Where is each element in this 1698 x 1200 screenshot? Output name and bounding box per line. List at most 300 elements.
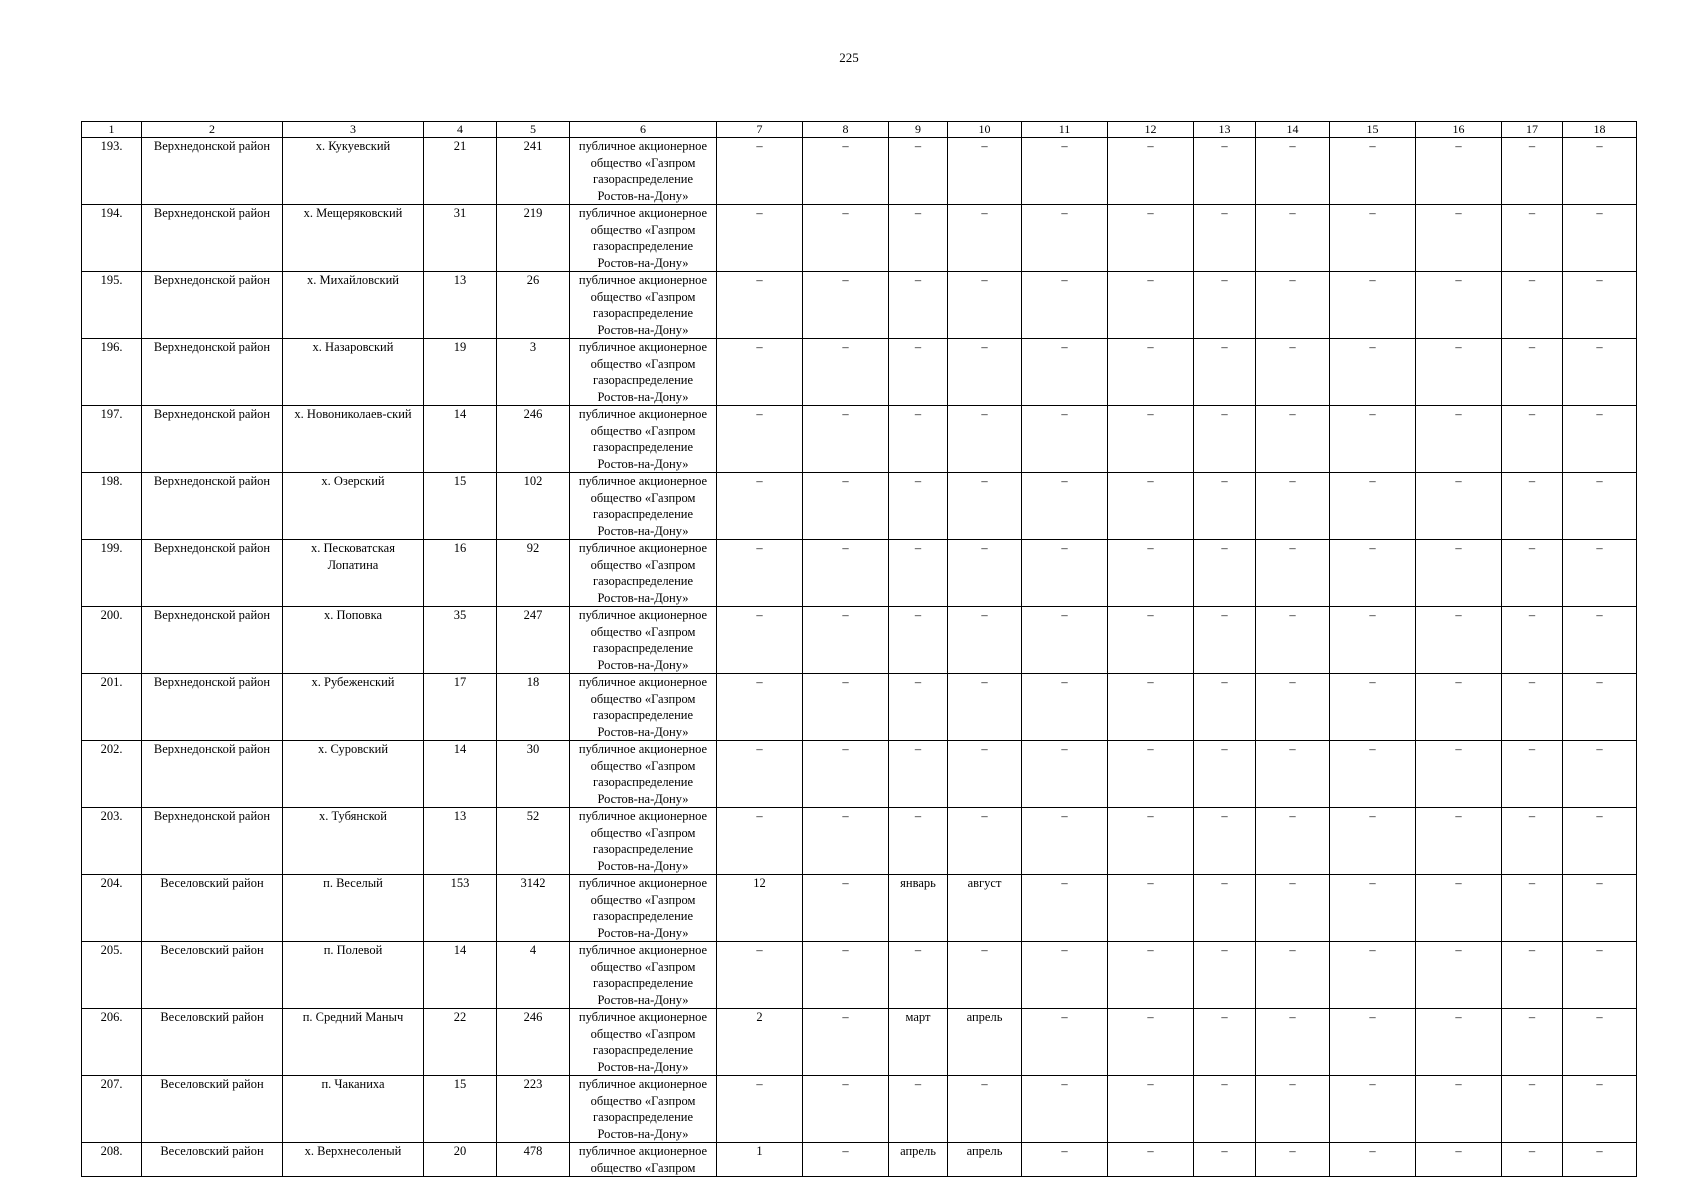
operator-cell: публичное акционерное общество «Газпром газораспределение Ростов-на-Дону»	[570, 808, 717, 875]
district-cell: Веселовский район	[142, 1076, 283, 1143]
col4-cell: 14	[424, 942, 497, 1009]
col11-cell: –	[1022, 808, 1108, 875]
district-cell: Веселовский район	[142, 1143, 283, 1177]
table-row	[82, 473, 1637, 540]
col18-cell: –	[1563, 138, 1637, 205]
district-cell: Верхнедонской район	[142, 272, 283, 339]
col10-cell: –	[948, 808, 1022, 875]
col13-cell: –	[1194, 1143, 1256, 1177]
col9-cell: –	[889, 1076, 948, 1143]
settlement-cell: х. Кукуевский	[283, 138, 424, 205]
col7-cell: –	[717, 607, 803, 674]
col4-cell: 13	[424, 272, 497, 339]
col18-cell: –	[1563, 406, 1637, 473]
table-row	[82, 674, 1637, 741]
column-header-4: 4	[424, 122, 497, 138]
column-header-2: 2	[142, 122, 283, 138]
col15-cell: –	[1330, 473, 1416, 540]
col18-cell: –	[1563, 339, 1637, 406]
col14-cell: –	[1256, 607, 1330, 674]
settlement-cell: х. Суровский	[283, 741, 424, 808]
column-header-15: 15	[1330, 122, 1416, 138]
col7-cell: –	[717, 205, 803, 272]
settlement-cell: х. Озерский	[283, 473, 424, 540]
district-cell: Верхнедонской район	[142, 741, 283, 808]
col14-cell: –	[1256, 473, 1330, 540]
district-cell: Верхнедонской район	[142, 339, 283, 406]
col8-cell: –	[803, 138, 889, 205]
col10-cell: –	[948, 138, 1022, 205]
operator-cell: публичное акционерное общество «Газпром газораспределение Ростов-на-Дону»	[570, 607, 717, 674]
col9-cell: апрель	[889, 1143, 948, 1177]
col17-cell: –	[1502, 808, 1563, 875]
table-row	[82, 1009, 1637, 1076]
operator-cell: публичное акционерное общество «Газпром газораспределение Ростов-на-Дону»	[570, 205, 717, 272]
col12-cell: –	[1108, 1076, 1194, 1143]
col11-cell: –	[1022, 406, 1108, 473]
operator-cell: публичное акционерное общество «Газпром газораспределение Ростов-на-Дону»	[570, 741, 717, 808]
operator-cell: публичное акционерное общество «Газпром газораспределение Ростов-на-Дону»	[570, 406, 717, 473]
col5-cell: 3	[497, 339, 570, 406]
col8-cell: –	[803, 473, 889, 540]
col17-cell: –	[1502, 942, 1563, 1009]
table-row	[82, 875, 1637, 942]
row-number: 202.	[82, 741, 142, 808]
col16-cell: –	[1416, 741, 1502, 808]
table-row	[82, 808, 1637, 875]
col17-cell: –	[1502, 674, 1563, 741]
col8-cell: –	[803, 1076, 889, 1143]
row-number: 193.	[82, 138, 142, 205]
col17-cell: –	[1502, 1009, 1563, 1076]
row-number: 200.	[82, 607, 142, 674]
operator-cell: публичное акционерное общество «Газпром газораспределение Ростов-на-Дону»	[570, 1009, 717, 1076]
col10-cell: апрель	[948, 1143, 1022, 1177]
header-row	[82, 122, 1637, 138]
col13-cell: –	[1194, 741, 1256, 808]
settlement-cell: х. Поповка	[283, 607, 424, 674]
operator-cell: публичное акционерное общество «Газпром газораспределение Ростов-на-Дону»	[570, 272, 717, 339]
col18-cell: –	[1563, 741, 1637, 808]
col5-cell: 52	[497, 808, 570, 875]
col4-cell: 15	[424, 1076, 497, 1143]
col17-cell: –	[1502, 138, 1563, 205]
col15-cell: –	[1330, 272, 1416, 339]
col9-cell: –	[889, 741, 948, 808]
col17-cell: –	[1502, 272, 1563, 339]
col11-cell: –	[1022, 540, 1108, 607]
district-cell: Верхнедонской район	[142, 540, 283, 607]
col14-cell: –	[1256, 875, 1330, 942]
col15-cell: –	[1330, 942, 1416, 1009]
col5-cell: 246	[497, 406, 570, 473]
col5-cell: 18	[497, 674, 570, 741]
col16-cell: –	[1416, 808, 1502, 875]
column-header-7: 7	[717, 122, 803, 138]
settlement-cell: х. Михайловский	[283, 272, 424, 339]
col16-cell: –	[1416, 674, 1502, 741]
col7-cell: –	[717, 339, 803, 406]
row-number: 206.	[82, 1009, 142, 1076]
col13-cell: –	[1194, 272, 1256, 339]
col11-cell: –	[1022, 1009, 1108, 1076]
col7-cell: 2	[717, 1009, 803, 1076]
col5-cell: 30	[497, 741, 570, 808]
col16-cell: –	[1416, 607, 1502, 674]
row-number: 203.	[82, 808, 142, 875]
settlement-cell: п. Средний Маныч	[283, 1009, 424, 1076]
col8-cell: –	[803, 1143, 889, 1177]
col10-cell: –	[948, 473, 1022, 540]
col10-cell: –	[948, 741, 1022, 808]
col14-cell: –	[1256, 205, 1330, 272]
col14-cell: –	[1256, 942, 1330, 1009]
col5-cell: 219	[497, 205, 570, 272]
register-table	[81, 121, 1637, 1177]
col8-cell: –	[803, 406, 889, 473]
col11-cell: –	[1022, 272, 1108, 339]
col10-cell: –	[948, 339, 1022, 406]
col18-cell: –	[1563, 272, 1637, 339]
table-header	[82, 122, 1637, 138]
col12-cell: –	[1108, 406, 1194, 473]
col8-cell: –	[803, 607, 889, 674]
district-cell: Верхнедонской район	[142, 473, 283, 540]
column-header-10: 10	[948, 122, 1022, 138]
column-header-9: 9	[889, 122, 948, 138]
col11-cell: –	[1022, 942, 1108, 1009]
col4-cell: 21	[424, 138, 497, 205]
col11-cell: –	[1022, 138, 1108, 205]
column-header-6: 6	[570, 122, 717, 138]
col12-cell: –	[1108, 674, 1194, 741]
table-row	[82, 339, 1637, 406]
col5-cell: 241	[497, 138, 570, 205]
col4-cell: 153	[424, 875, 497, 942]
row-number: 195.	[82, 272, 142, 339]
row-number: 198.	[82, 473, 142, 540]
operator-cell: публичное акционерное общество «Газпром газораспределение Ростов-на-Дону»	[570, 339, 717, 406]
col7-cell: –	[717, 540, 803, 607]
district-cell: Верхнедонской район	[142, 138, 283, 205]
col4-cell: 14	[424, 741, 497, 808]
col5-cell: 102	[497, 473, 570, 540]
col8-cell: –	[803, 205, 889, 272]
col15-cell: –	[1330, 1009, 1416, 1076]
col10-cell: –	[948, 942, 1022, 1009]
operator-cell: публичное акционерное общество «Газпром газораспределение Ростов-на-Дону»	[570, 473, 717, 540]
col14-cell: –	[1256, 674, 1330, 741]
col4-cell: 14	[424, 406, 497, 473]
table-row	[82, 1143, 1637, 1177]
col10-cell: –	[948, 272, 1022, 339]
col7-cell: 12	[717, 875, 803, 942]
col11-cell: –	[1022, 607, 1108, 674]
col5-cell: 223	[497, 1076, 570, 1143]
operator-cell: публичное акционерное общество «Газпром газораспределение Ростов-на-Дону»	[570, 1076, 717, 1143]
col7-cell: –	[717, 741, 803, 808]
col15-cell: –	[1330, 607, 1416, 674]
col12-cell: –	[1108, 808, 1194, 875]
col4-cell: 13	[424, 808, 497, 875]
col14-cell: –	[1256, 741, 1330, 808]
table-row	[82, 741, 1637, 808]
col17-cell: –	[1502, 607, 1563, 674]
col13-cell: –	[1194, 1009, 1256, 1076]
col10-cell: –	[948, 406, 1022, 473]
district-cell: Веселовский район	[142, 942, 283, 1009]
col17-cell: –	[1502, 339, 1563, 406]
col16-cell: –	[1416, 1143, 1502, 1177]
col15-cell: –	[1330, 1143, 1416, 1177]
col14-cell: –	[1256, 540, 1330, 607]
col16-cell: –	[1416, 272, 1502, 339]
settlement-cell: х. Мещеряковский	[283, 205, 424, 272]
col17-cell: –	[1502, 205, 1563, 272]
operator-cell: публичное акционерное общество «Газпром	[570, 1143, 717, 1177]
col8-cell: –	[803, 674, 889, 741]
col10-cell: апрель	[948, 1009, 1022, 1076]
col15-cell: –	[1330, 540, 1416, 607]
col17-cell: –	[1502, 406, 1563, 473]
col16-cell: –	[1416, 473, 1502, 540]
col12-cell: –	[1108, 1143, 1194, 1177]
settlement-cell: х. Новониколаев-ский	[283, 406, 424, 473]
col18-cell: –	[1563, 205, 1637, 272]
district-cell: Верхнедонской район	[142, 406, 283, 473]
col13-cell: –	[1194, 942, 1256, 1009]
table-row	[82, 406, 1637, 473]
column-header-16: 16	[1416, 122, 1502, 138]
col15-cell: –	[1330, 205, 1416, 272]
col5-cell: 3142	[497, 875, 570, 942]
col14-cell: –	[1256, 1076, 1330, 1143]
col9-cell: март	[889, 1009, 948, 1076]
col14-cell: –	[1256, 272, 1330, 339]
col18-cell: –	[1563, 1076, 1637, 1143]
col12-cell: –	[1108, 1009, 1194, 1076]
row-number: 194.	[82, 205, 142, 272]
page-number: 225	[839, 50, 859, 65]
col4-cell: 31	[424, 205, 497, 272]
col11-cell: –	[1022, 741, 1108, 808]
col5-cell: 92	[497, 540, 570, 607]
col9-cell: –	[889, 540, 948, 607]
settlement-cell: х. Рубеженский	[283, 674, 424, 741]
col9-cell: январь	[889, 875, 948, 942]
col9-cell: –	[889, 674, 948, 741]
table-row	[82, 942, 1637, 1009]
table-row	[82, 1076, 1637, 1143]
col4-cell: 16	[424, 540, 497, 607]
col13-cell: –	[1194, 406, 1256, 473]
col15-cell: –	[1330, 674, 1416, 741]
col13-cell: –	[1194, 540, 1256, 607]
column-header-14: 14	[1256, 122, 1330, 138]
district-cell: Веселовский район	[142, 1009, 283, 1076]
col13-cell: –	[1194, 875, 1256, 942]
col18-cell: –	[1563, 473, 1637, 540]
col15-cell: –	[1330, 808, 1416, 875]
col12-cell: –	[1108, 607, 1194, 674]
col8-cell: –	[803, 808, 889, 875]
column-header-8: 8	[803, 122, 889, 138]
col7-cell: –	[717, 272, 803, 339]
col15-cell: –	[1330, 875, 1416, 942]
district-cell: Верхнедонской район	[142, 674, 283, 741]
row-number: 201.	[82, 674, 142, 741]
col4-cell: 20	[424, 1143, 497, 1177]
col11-cell: –	[1022, 875, 1108, 942]
row-number: 208.	[82, 1143, 142, 1177]
col13-cell: –	[1194, 607, 1256, 674]
operator-cell: публичное акционерное общество «Газпром газораспределение Ростов-на-Дону»	[570, 540, 717, 607]
row-number: 199.	[82, 540, 142, 607]
col14-cell: –	[1256, 138, 1330, 205]
col16-cell: –	[1416, 339, 1502, 406]
col11-cell: –	[1022, 473, 1108, 540]
col15-cell: –	[1330, 406, 1416, 473]
col10-cell: –	[948, 205, 1022, 272]
col18-cell: –	[1563, 942, 1637, 1009]
col4-cell: 17	[424, 674, 497, 741]
col18-cell: –	[1563, 607, 1637, 674]
settlement-cell: х. Верхнесоленый	[283, 1143, 424, 1177]
column-header-18: 18	[1563, 122, 1637, 138]
table-row	[82, 205, 1637, 272]
col13-cell: –	[1194, 339, 1256, 406]
col13-cell: –	[1194, 205, 1256, 272]
col8-cell: –	[803, 1009, 889, 1076]
column-header-12: 12	[1108, 122, 1194, 138]
row-number: 205.	[82, 942, 142, 1009]
col18-cell: –	[1563, 674, 1637, 741]
column-header-3: 3	[283, 122, 424, 138]
col11-cell: –	[1022, 1076, 1108, 1143]
col12-cell: –	[1108, 205, 1194, 272]
district-cell: Верхнедонской район	[142, 205, 283, 272]
row-number: 197.	[82, 406, 142, 473]
operator-cell: публичное акционерное общество «Газпром газораспределение Ростов-на-Дону»	[570, 674, 717, 741]
settlement-cell: х. Песковатская Лопатина	[283, 540, 424, 607]
col8-cell: –	[803, 272, 889, 339]
col4-cell: 19	[424, 339, 497, 406]
col5-cell: 26	[497, 272, 570, 339]
column-header-1: 1	[82, 122, 142, 138]
col8-cell: –	[803, 942, 889, 1009]
row-number: 207.	[82, 1076, 142, 1143]
col9-cell: –	[889, 473, 948, 540]
col9-cell: –	[889, 942, 948, 1009]
col10-cell: –	[948, 607, 1022, 674]
col9-cell: –	[889, 339, 948, 406]
col11-cell: –	[1022, 674, 1108, 741]
col9-cell: –	[889, 272, 948, 339]
settlement-cell: х. Назаровский	[283, 339, 424, 406]
table-row	[82, 272, 1637, 339]
col16-cell: –	[1416, 205, 1502, 272]
col14-cell: –	[1256, 808, 1330, 875]
col8-cell: –	[803, 875, 889, 942]
col5-cell: 247	[497, 607, 570, 674]
col7-cell: –	[717, 808, 803, 875]
column-header-13: 13	[1194, 122, 1256, 138]
col11-cell: –	[1022, 339, 1108, 406]
col17-cell: –	[1502, 1143, 1563, 1177]
col17-cell: –	[1502, 540, 1563, 607]
col10-cell: –	[948, 1076, 1022, 1143]
district-cell: Верхнедонской район	[142, 607, 283, 674]
table-row	[82, 138, 1637, 205]
operator-cell: публичное акционерное общество «Газпром газораспределение Ростов-на-Дону»	[570, 942, 717, 1009]
col18-cell: –	[1563, 875, 1637, 942]
col4-cell: 15	[424, 473, 497, 540]
col16-cell: –	[1416, 1009, 1502, 1076]
col12-cell: –	[1108, 339, 1194, 406]
col11-cell: –	[1022, 205, 1108, 272]
col9-cell: –	[889, 205, 948, 272]
operator-cell: публичное акционерное общество «Газпром газораспределение Ростов-на-Дону»	[570, 875, 717, 942]
row-number: 196.	[82, 339, 142, 406]
col14-cell: –	[1256, 1009, 1330, 1076]
col18-cell: –	[1563, 1143, 1637, 1177]
col18-cell: –	[1563, 540, 1637, 607]
table-row	[82, 540, 1637, 607]
col12-cell: –	[1108, 540, 1194, 607]
col7-cell: –	[717, 942, 803, 1009]
col12-cell: –	[1108, 942, 1194, 1009]
table-row	[82, 607, 1637, 674]
col7-cell: –	[717, 674, 803, 741]
col12-cell: –	[1108, 875, 1194, 942]
col17-cell: –	[1502, 1076, 1563, 1143]
col7-cell: –	[717, 138, 803, 205]
col4-cell: 22	[424, 1009, 497, 1076]
row-number: 204.	[82, 875, 142, 942]
col12-cell: –	[1108, 741, 1194, 808]
col17-cell: –	[1502, 875, 1563, 942]
col11-cell: –	[1022, 1143, 1108, 1177]
col12-cell: –	[1108, 138, 1194, 205]
district-cell: Веселовский район	[142, 875, 283, 942]
operator-cell: публичное акционерное общество «Газпром газораспределение Ростов-на-Дону»	[570, 138, 717, 205]
col10-cell: август	[948, 875, 1022, 942]
col15-cell: –	[1330, 339, 1416, 406]
column-header-5: 5	[497, 122, 570, 138]
settlement-cell: п. Чаканиха	[283, 1076, 424, 1143]
col18-cell: –	[1563, 808, 1637, 875]
column-header-11: 11	[1022, 122, 1108, 138]
col16-cell: –	[1416, 1076, 1502, 1143]
col9-cell: –	[889, 808, 948, 875]
col17-cell: –	[1502, 473, 1563, 540]
col16-cell: –	[1416, 875, 1502, 942]
col14-cell: –	[1256, 406, 1330, 473]
col9-cell: –	[889, 138, 948, 205]
col7-cell: –	[717, 1076, 803, 1143]
col16-cell: –	[1416, 138, 1502, 205]
col7-cell: 1	[717, 1143, 803, 1177]
col15-cell: –	[1330, 741, 1416, 808]
col10-cell: –	[948, 540, 1022, 607]
col9-cell: –	[889, 607, 948, 674]
settlement-cell: х. Тубянской	[283, 808, 424, 875]
col15-cell: –	[1330, 1076, 1416, 1143]
settlement-cell: п. Веселый	[283, 875, 424, 942]
col17-cell: –	[1502, 741, 1563, 808]
col8-cell: –	[803, 741, 889, 808]
col8-cell: –	[803, 339, 889, 406]
